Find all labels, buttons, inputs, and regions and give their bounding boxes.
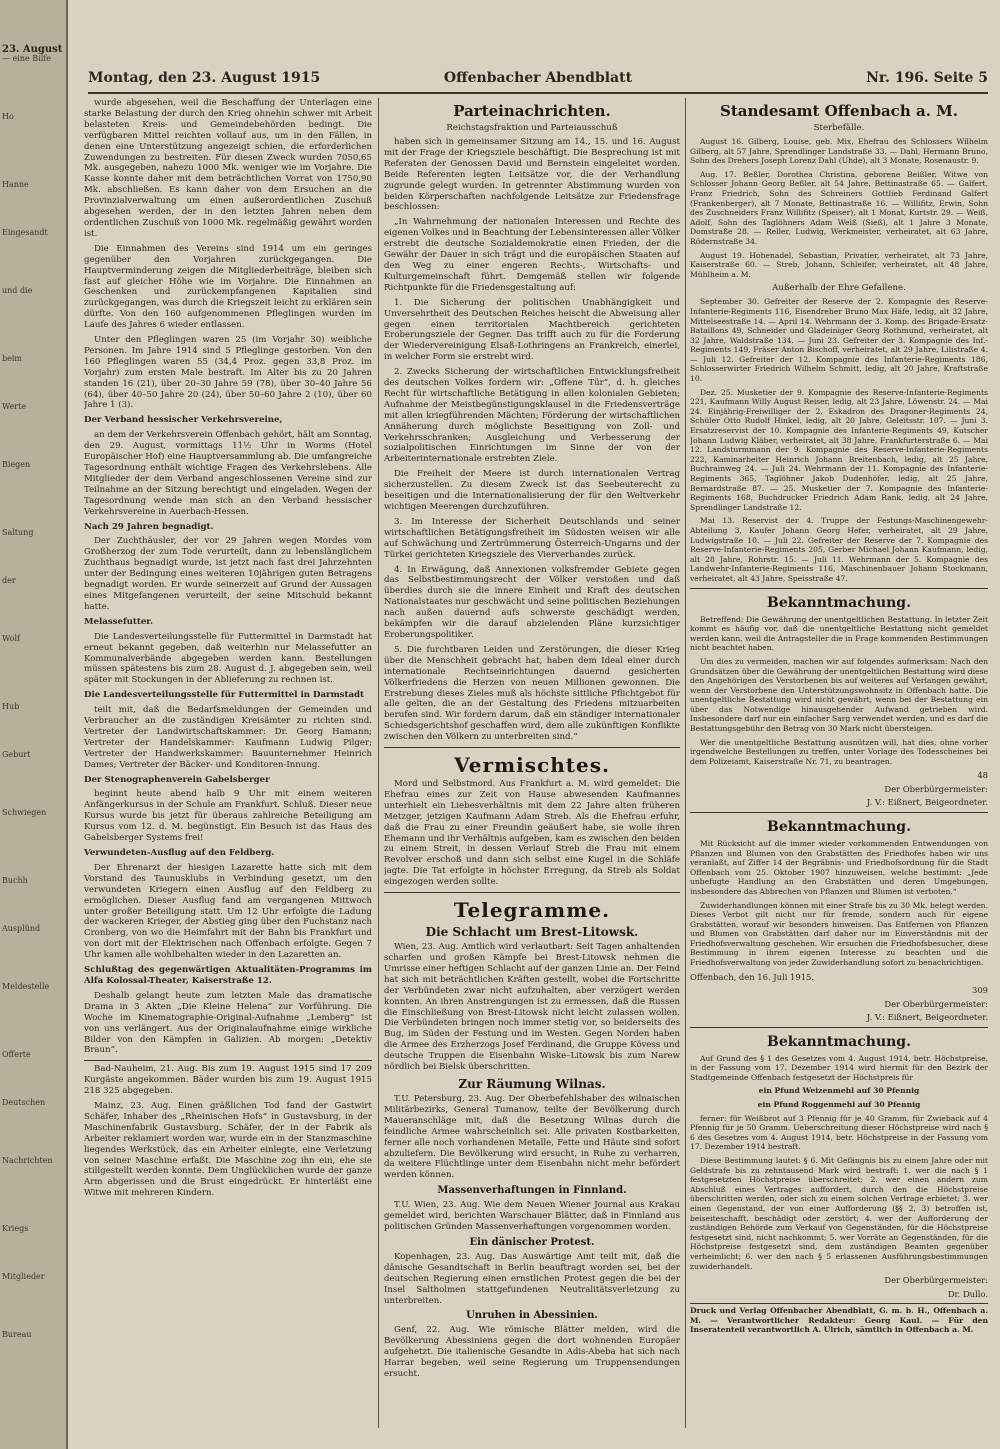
- binding-snippet: Ho: [2, 112, 14, 121]
- binding-snippet: beim: [2, 354, 22, 363]
- article-text: Der Zuchthäusler, der vor 29 Jahren wegen Mordes vom Großherzog der zum Tode verurteilt, dann zu lebenslänglichem Zuchthaus begnadigt wurde, ist jetzt nach fast drei Jahrzehnten unter der Bedingung eines weiteren 10jährigen guten Betragens begnadigt worden. Er wurde seinerzeit auf Grund der Aussagen eines Mitgefangenen verurteilt, der seine Mitschuld bekannt hatte.: [84, 536, 372, 612]
- column-rule: [378, 98, 379, 1428]
- notice-text: Diese Bestimmung lautet: § 6. Mit Gefängnis bis zu einem Jahre oder mit Geldstrafe bis zu zehntausend Mark wird bestraft: 1. wer die nach § 1 festgesetzten Höchstpreise überschreitet; 2. wer einen andern zum Abschluß eines Vertrages auffordert, durch den die Höchstpreise überschritten werden, oder sich zu einem solchen Vertrage erbietet; 3. wer einen Gegenstand, der von einer Aufforderung (§§ 2, 3) betroffen ist, beiseiteschafft, beschädigt oder zerstört; 4. wer der Aufforderung der zuständigen Behörde zum Verkauf von Gegenständen, für die Höchstpreise festgesetzt sind, nicht nachkommt; 5. wer Vorräte an Gegenständen, für die Höchstpreise festgesetzt sind, dem zuständigen Beamten gegenüber verheimlicht; 6. wer den nach § 5 erlassenen Ausführungsbestimmungen zuwiderhandelt.: [690, 1156, 988, 1271]
- article-text: T.U. Wien, 23. Aug. Wie dem Neuen Wiener Journal aus Krakau gemeldet wird, berichten Warschauer Blätter, daß in Finnland aus politischen Gründen Massenverhaftungen vorgenommen worden.: [384, 1200, 680, 1233]
- notice-text: August 16. Gilberg, Louise, geb. Mix, Ehefrau des Schlossers Wilhelm Gilberg, alt 57 Jahre, Sprendlinger Landstraße 33. — Dahl, Hermann Bruno, Sohn des Drehers Joseph Lorenz Dahl (Uhde), alt 3 Monate, Rosenaustr. 9.: [690, 137, 988, 166]
- binding-snippet: Meldestelle: [2, 982, 50, 991]
- binding-snippet: Schwiegen: [2, 808, 47, 817]
- article-text: T.U. Petersburg, 23. Aug. Der Oberbefehlshaber des wilnaischen Militärbezirks, General Tumanow, teilte der Bevölkerung durch Maueranschläge mit, daß die Besetzung Wilnas durch die feindliche Armee wahrscheinlich sei. Alle privaten Kostbarkeiten, ferner alle noch vorhandenen Metalle, Fette und Häute sind sofort abzuliefern. Die Bevölkerung wird ersucht, in Ruhe zu verharren, da weitere Flüchtlinge unter dem Eisenbahn nicht mehr befördert werden können.: [384, 1093, 680, 1181]
- notice-text: August 19. Hohenadel, Sebastian, Privatier, verheiratet, alt 73 Jahre, Kaiserstraße 60. — Streb, Johann, Schleifer, verheiratet, alt 48 Jahre, Mühlheim a. M.: [690, 250, 988, 279]
- imprint: Druck und Verlag Offenbacher Abendblatt, G. m. b. H., Offenbach a. M. — Verantwortlicher Redakteur: Georg Kaul. — Für den Inseratenteil verantwortlich A. Ulrich, sämtlich in Offenbach a. M.: [690, 1306, 988, 1335]
- article-text: Kopenhagen, 23. Aug. Das Auswärtige Amt teilt mit, daß die dänische Gesandtschaft in Berlin beauftragt worden sei, bei der deutschen Regierung einen ernstlichen Protest gegen die bei der Insel Saltholmen stattgefundenen Neutralitätsverletzung zu unterbreiten.: [384, 1251, 680, 1306]
- binding-snippet: Kriegs: [2, 1224, 29, 1233]
- notice-text: ferner: für Weißbrot auf 3 Pfennig für je 40 Gramm, für Zwieback auf 4 Pfennig für je 50 Gramm. Ueberschreitung dieser Höchstpreise wird nach § 6 des Gesetzes vom 4. August 1914, betr. Höchstpreise in der Fassung vom 17. Dezember 1914 bestraft.: [690, 1113, 988, 1152]
- notice-text: Um dies zu vermeiden, machen wir auf folgendes aufmerksam: Nach den Grundsätzen über die Gewährung der unentgeltlichen Bestattung wird diese den Angehörigen des Verstorbenen bis auf weiteres auf Verlangen gewährt, wenn der Verstorbene den Unterstützungswohnsitz in Offenbach hatte. Die unentgeltliche Bestattung wird nicht gewährt, wenn bei der Bestattung ein über das Notwendige hinausgehender Aufwand getrieben wird. Insbesondere darf nur ein einfacher Sarg verwendet werden, und es darf die Bestattungsgebühr den Betrag von 30 Mark nicht übersteigen.: [690, 656, 988, 734]
- binding-snippet: Werte: [2, 402, 27, 411]
- notice-text: Auf Grund des § 1 des Gesetzes vom 4. August 1914, betr. Höchstpreise, in der Fassung vom 17. Dezember 1914 wird hiermit für den Bezirk der Stadtgemeinde Offenbach festgesetzt der Höchstpreis für: [690, 1053, 988, 1082]
- column-rule: [685, 98, 686, 1428]
- article-text: 2. Zwecks Sicherung der wirtschaftlichen Entwicklungsfreiheit des deutschen Volkes fordern wir: „Offene Tür“, d. h. gleiches Recht für wirtschaftliche Betätigung in allen kolonialen Gebieten; Aufnahme der Meistbegünstigungsklausel in die Friedensverträge mit allen kriegführenden Mächten; Förderung der wirtschaftlichen Annäherung durch möglichste Beseitigung von Zoll- und Verkehrsschranken; Ausgleichung und Verbesserung der sozialpolitischen Einrichtungen im Sinne der von der Arbeiterinternationale erstrebten Ziele.: [384, 367, 680, 465]
- section-subheading: Reichstagsfraktion und Parteiausschuß: [446, 123, 618, 133]
- notice-text: Mai 13. Reservist der 4. Truppe der Festungs-Maschinengewehr-Abteilung 3, Kaufer Johann Georg Hefer, verheiratet, alt 29 Jahre, Ludwigstraße 10. — Juli 22. Gefreiter der Reserve der 7. Kompagnie des Reserve-Infanterie-Regiments 205, Gerber Michael Johann Kaufmann, ledig, alt 28 Jahre, Rohrstr. 15. — Juli 11. Wehrmann der 5. Kompagnie des Landwehr-Infanterie-Regiments 116, Maschinenbauer Johann Stockmann, verheiratet, alt 43 Jahre, Speisstraße 47.: [690, 516, 988, 583]
- article-text: Deshalb gelangt heute zum letzten Male das dramatische Drama in 3 Akten „Die Kleine Helena“ zur Vorführung. Die Woche im Kinematographie-Original-Aufnahme „Lemberg“ ist von uns verlängert. Aus der Originalaufnahme einige wirkliche Bilder von den Kämpfen in Galizien. Ab morgen: „Detektiv Braun“.: [84, 990, 372, 1056]
- signature-name: J. V.: Eißnert, Beigeordneter.: [866, 1012, 988, 1023]
- notice-text: Dez. 25. Musketier der 9. Kompagnie des Reserve-Infanterie-Regiments 221, Kaufmann Willy August Reiser, ledig, alt 23 Jahre, Löwenstr. 24. — Mai 24. Einjährig-Freiwilliger der 2. Eskadron des Dragoner-Regiments 24, Schüler Otto Rudolf Hinkel, ledig, alt 20 Jahre, Geleitsstr. 107. — Juni 3. Ersatzreservist der 10. Kompagnie des Infanterie-Regiments 49, Kutscher Johann Ludwig Kläber, verheiratet, alt 38 Jahre, Frankfurterstraße 6. — Mai 12. Landsturmmann der 9. Kompagnie des Reserve-Infanterie-Regiments 222, Kaminarbeiter Heinrich Johann Breitenbach, ledig, alt 25 Jahre, Buchrainweg 24. — Juli 24. Wehrmann der 11. Kompagnie des Infanterie-Regiments 365, Taglöhner Jakob Dudenhöfer, ledig, alt 25 Jahre, Bernardstraße 87. — 25. Musketier der 7. Kompagnie des Infanterie-Regiments 168, Buchdrucker Friedrich Adam Rank, ledig, alt 24 Jahre, Sprendlinger Landstraße 12.: [690, 387, 988, 512]
- article-text: Mord und Selbstmord. Aus Frankfurt a. M. wird gemeldet: Die Ehefrau eines zur Zeit von Hause abwesenden Kaufmannes unterhielt ein Liebesverhältnis mit dem 22 Jahre alten früheren Metzger, jetzigen Kaufmann Adam Streb. Als die Ehefrau erfuhr, daß die Frau zu einer Freundin geäußert habe, sie wolle ihren Ehemann und ihr Verhältnis aufgeben, kam es zwischen den beiden zu einem Streit, in dessen Verlauf Streb die Frau mit einem Revolver erschoß und dann sich selbst eine Kugel in die Schläfe jagte. Die Tat erfolgte in höchster Erregung, da Streb als Soldat eingezogen werden sollte.: [384, 779, 680, 888]
- masthead: [88, 70, 988, 94]
- section-heading-telegramme: Telegramme.: [453, 898, 611, 923]
- article-text: 3. Im Interesse der Sicherheit Deutschlands und seiner wirtschaftlichen Betätigungsfreiheit im Südosten weisen wir alle auf Schwächung und Zertrümmerung Österreich-Ungarns und der Türkei gerichteten Kriegsziele des Vierverbandes zurück.: [384, 516, 680, 560]
- column-left: [84, 98, 372, 1438]
- signature-title: Der Oberbürgermeister:: [884, 783, 988, 794]
- article-text: Die Einnahmen des Vereins sind 1914 um ein geringes gegenüber den Vorjahren zurückgegangen. Die Hauptverminderung zeigen die Mitgliederbeiträge, bleiben sich fast auf gleicher Höhe wie im Vorjahre. Die Einnahmen an Geschenken und zurückempfangenen Kapitalien sind zurückgegangen, was durch die Kriegszeit leicht zu erklären sein dürfte. Von den 160 aufgenommenen Pfleglingen wurden im Laufe des Jahres 6 wieder entlassen.: [84, 243, 372, 331]
- section-heading-standesamt: Standesamt Offenbach a. M.: [720, 102, 958, 120]
- binding-snippet: Ausplünd: [2, 924, 41, 933]
- price-line: ein Pfund Roggenmehl auf 30 Pfennig: [757, 1100, 921, 1110]
- article-text: 1. Die Sicherung der politischen Unabhängigkeit und Unversehrtheit des Deutschen Reiches heischt die Abweisung aller gegen einen territorialen Machtbereich gerichteten Eroberungsziele der Gegner. Das trifft auch zu für die Forderung der Wiedervereinigung Elsaß-Lothringens an Frankreich, einerlei, in welcher Form sie erstrebt wird.: [384, 297, 680, 363]
- page-sheet: [78, 62, 990, 1449]
- notice-date: Offenbach, den 16. Juli 1915.: [690, 971, 815, 982]
- article-text: Die Freiheit der Meere ist durch internationalen Vertrag sicherzustellen. Zu diesem Zweck ist das Seebeuterecht zu beseitigen und die Internationalisierung der für den Weltverkehr wichtigen Meerengen durchzuführen.: [384, 469, 680, 512]
- column-middle: [384, 98, 680, 1438]
- notice-text: Aug. 17. Beßler, Dorothea Christina, geborene Beißler, Witwe von Schlosser Johann Georg Beßler, alt 54 Jahre, Bettinastraße 65. — Galfert, Franz Friedrich, Sohn des Schreiners Gottlieb Ferdinand Galfert (Frankenberger), alt 7 Monate, Bettinastraße 16. — Willifitz, Erwin, Sohn des Zuschneiders Franz Willifitz (Speiser), alt 1 Monat, Kurtstr. 29. — Weiß, Adolf, Sohn des Taglöhners Adam Weiß (Sieß), alt 1 Jahre 3 Monate, Domstraße 28. — Reller, Ludwig, Werkmeister, verheiratet, alt 63 Jahre, Rödernstraße 34.: [690, 169, 988, 246]
- notice-text: Wer die unentgeltliche Bestattung ausnützen will, hat dies, ohne vorher irgendwelche Bestellungen zu treffen, unter Vorlage des Todesscheines bei dem Polizeiamt, Kaiserstraße Nr. 71, zu beantragen.: [690, 737, 988, 766]
- notice-heading: Bekanntmachung.: [767, 1033, 911, 1050]
- binding-text-strip: [2, 40, 63, 1342]
- article-heading: Ein dänischer Protest.: [469, 1236, 595, 1248]
- newspaper-title: Offenbacher Abendblatt: [443, 70, 633, 86]
- signature-title: Der Oberbürgermeister:: [884, 998, 988, 1009]
- section-subheading: Sterbefälle.: [813, 123, 865, 133]
- article-heading: Massenverhaftungen in Finnland.: [437, 1185, 627, 1197]
- article-text: beginnt heute abend halb 9 Uhr mit einem weiteren Anfängerkursus in der Schule am Frankfurt. Schluß. Dieser neue Kursus wurde bis jetzt für überaus zahlreiche Beteiligung am Kursus vom 12. d. M. begünstigt. Ein Besuch ist das Haus des Gabelsberger Systems frei!: [84, 789, 372, 844]
- article-heading: Melassefutter.: [84, 616, 154, 627]
- article-heading: Nach 29 Jahren begnadigt.: [84, 521, 214, 532]
- issue-date: Montag, den 23. August 1915: [88, 70, 321, 86]
- article-text: an dem der Verkehrsverein Offenbach gehört, hält am Sonntag, den 29. August, vormittags 11½ Uhr in Worms (Hotel Europäischer Hof) eine Hauptversammlung ab. Die umfangreiche Tagesordnung enthält wichtige Fragen des Verkehrslebens. Alle Mitglieder der dem Verband angeschlossenen Vereine sind zur Teilnahme an der Sitzung berechtigt und eingeladen. Wegen der Tagesordnung wende man sich an den Verband hessischer Verkehrsvereine in Auerbach-Hessen.: [84, 430, 372, 517]
- article-text: Unter den Pfleglingen waren 25 (im Vorjahr 30) weibliche Personen. Im Jahre 1914 sind 5 Pfleglinge gestorben. Von den 160 Pfleglingen waren 55 (34,4 Proz. gegen 33,8 Proz. im Vorjahr) zum ersten Male bestraft. Im Alter bis zu 20 Jahren standen 16 (21), über 20–30 Jahre 59 (78), über 30–40 Jahre 56 (64), über 40–50 Jahre 20 (24), über 50–60 Jahre 2 (10), über 60 Jahre 1 (3).: [84, 335, 372, 411]
- notice-text: Zuwiderhandlungen können mit einer Strafe bis zu 30 Mk. belegt werden. Dieses Verbot gilt nicht nur für fremde, sondern auch für eigene Grabstätten, worauf wir besonders hinweisen. Das Entfernen von Pflanzen und Blumen von Grabstätten darf daher nur im Einverständnis mit der Friedhofsverwaltung geschehen. Wir ersuchen die Friedhofsbesucher, diese Bestimmung in ihrem eigenen Interesse zu beachten und die Friedhofsverwaltung von jeder Zuwiderhandlung sofort zu benachrichtigen.: [690, 900, 988, 968]
- notice-heading: Bekanntmachung.: [767, 818, 911, 835]
- issue-number-page: Nr. 196. Seite 5: [866, 70, 988, 86]
- article-heading: Verwundeten-Ausflug auf den Feldberg.: [84, 848, 275, 858]
- article-text: teilt mit, daß die Bedarfsmeldungen der Gemeinden und Verbraucher an die zuständigen Kreisämter zu richten sind. Vertreter der Landwirtschaftskammer: Dr. Georg Hamann; Vertreter der Handelskammer: Kaufmann Ludwig Pilger; Vertreter der Handwerkskammer: Bauunternehmer Heinrich Dames; Vertreter der Bäcker- und Konditoren-Innung.: [84, 705, 372, 770]
- binding-snippet: Wolf: [2, 634, 21, 643]
- section-heading-vermischtes: Vermischtes.: [454, 753, 610, 778]
- section-subheading: Außerhalb der Ehre Gefallene.: [772, 283, 906, 294]
- article-text: „In Wahrnehmung der nationalen Interessen und Rechte des eigenen Volkes und in Beachtung der Lebensinteressen aller Völker erstrebt die deutsche Sozialdemokratie einen Frieden, der die Gewähr der Dauer in sich trägt und die europäischen Staaten auf den Weg zu einer engeren Rechts-, Wirtschafts- und Kulturgemeinschaft führt. Demgemäß stellen wir folgende Richtpunkte für die Friedensgestaltung auf:: [384, 217, 680, 293]
- article-text: wurde abgesehen, weil die Beschaffung der Unterlagen eine starke Belastung der durch den Krieg ohnehin schwer mit Arbeit belasteten Kreis- und Gemeindebehörden bedingt. Die verfügbaren Mittel reichten vollauf aus, um in den Fällen, in denen eine Unterstützung angezeigt schien, die erforderlichen Zuwendungen zu bestreiten. Für diesen Zweck wurden 7050,65 Mk. ausgegeben, nahezu 1000 Mk. weniger wie im Vorjahre. Die Kasse konnte daher mit dem beträchtlichen Vorrat von 1750,90 Mk. abschließen. Es kann daher von dem Ersuchen an die Provinzialverwaltung um einen außerordentlichen Zuschuß abgesehen werden, der in den letzten Jahren neben dem ordentlichen Zuschuß von 1000 Mk. regelmäßig gewährt worden ist.: [84, 98, 372, 239]
- binding-snippet: Buchh: [2, 876, 28, 885]
- notice-text: Mit Rücksicht auf die immer wieder vorkommenden Entwendungen von Pflanzen und Blumen von den Grabstätten des Friedhofes haben wir uns veranlaßt, auf Ziffer 14 der Begräbnis- und Friedhofsordnung für die Stadt Offenbach vom 25. Oktober 1907 hinzuweisen, welche bestimmt: „Jede unbefugte Handlung an den Grabstätten und deren Umgebungen, insbesondere das Abbrechen von Pflanzen und Blumen ist verboten.“: [690, 838, 988, 896]
- binding-snippet: Offerte: [2, 1050, 31, 1059]
- article-heading: Zur Räumung Wilnas.: [458, 1076, 606, 1091]
- binding-snippet: Bureau: [2, 1330, 32, 1339]
- article-heading: Die Schlacht um Brest-Litowsk.: [425, 925, 639, 940]
- binding-snippet: und die: [2, 286, 33, 295]
- signature-name: Dr. Dullo.: [947, 1288, 988, 1299]
- binding-snippet: Deutschen: [2, 1098, 46, 1107]
- binding-snippet: Mitglieder: [2, 1272, 45, 1281]
- signature-number: 309: [972, 985, 988, 996]
- binding-date-label: 23. August: [2, 44, 63, 55]
- binding-snippet: der: [2, 576, 16, 585]
- article-text: Wien, 23. Aug. Amtlich wird verlautbart: Seit Tagen anhaltenden scharfen und großen Kämpfe bei Brest-Litowsk nehmen die Umrisse einer heftigen Schlacht auf der ganzen Linie an. Der Feind hat sich mit beträchtlichen Kräften gestellt, wobei die Fortschritte der Verbündeten zwar nicht aufzuhalten, aber verzögert werden konnten. An ihren Anstrengungen ist zu ermessen, daß die Russen die Einschließung von Brest-Litowsk nicht leicht zulassen wollen. Die Verbündeten bringen noch immer stetig vor, so beiderseits des Bug, im Süden der Festung und im Westen. Gegen Norden haben die Armee des Erzherzogs Josef Ferdinand, die Gruppe Kövess und deutsche Truppen die Eisenbahn Wiske–Litowsk bis zum Narew nördlich bei Bielsk überschritten.: [384, 942, 680, 1073]
- article-heading: Der Stenographenverein Gabelsberger: [84, 774, 270, 785]
- notice-text: Betreffend: Die Gewährung der unentgeltlichen Bestattung. In letzter Zeit kommt es häufig vor, daß die unentgeltliche Bestattung nicht gemeldet werden kann, weil die Antragsteller die in Frage kommenden Bestimmungen nicht beachtet haben.: [690, 614, 988, 653]
- binding-snippet: Geburt: [2, 750, 31, 759]
- binding-snippet: Nachrichten: [2, 1156, 53, 1165]
- article-heading: Der Verband hessischer Verkehrsvereine,: [84, 415, 283, 426]
- binding-snippet: — eine Bilfe: [2, 54, 51, 63]
- price-line: ein Pfund Weizenmehl auf 30 Pfennig: [758, 1086, 920, 1096]
- signature-title: Der Oberbürgermeister:: [884, 1275, 988, 1286]
- binding-snippet: Saltung: [2, 528, 34, 537]
- article-text: 4. In Erwägung, daß Annexionen volksfremder Gebiete gegen das Selbstbestimmungsrecht der Völker verstoßen und daß überdies durch sie die innere Einheit und Kraft des deutschen Nationalstaates nur geschwächt und seine politischen Beziehungen nach außen dauernd aufs schwerste geschädigt werden, bekämpfen wir die darauf abzielenden Pläne kurzsichtiger Eroberungspolitiker.: [384, 564, 680, 640]
- divider: [84, 1060, 372, 1061]
- binding-snippet: Eingesandt: [2, 228, 48, 237]
- article-text: 5. Die furchtbaren Leiden und Zerstörungen, die dieser Krieg über die Menschheit gebracht hat, haben dem Ideal einer durch internationale Rechtseinrichtungen dauernd gesicherten Völkerfriedens die Herzen von neuen Millionen gewonnen. Die Erstrebung dieses Zieles muß als höchste sittliche Pflichtgebot für alle gelten, die an der Gestaltung des Friedens mitzuarbeiten berufen sind. Wir fordern darum, daß ein ständiger internationaler Schiedsgerichtshof geschaffen wird, dem alle zukünftigen Konflikte zwischen den Völkern zu unterbreiten sind.“: [384, 644, 680, 743]
- article-text: Der Ehrenarzt der hiesigen Lazarette hatte sich mit dem Vorstand des Taunusklubs in Verbindung gesetzt, um den verwundeten Kriegern einen Ausflug auf den Feldberg zu ermöglichen. Dieser Ausflug fand am vergangenen Mittwoch unter großer Beteiligung statt. Um 12 Uhr erfolgte die Ladung der wackeren Krieger, der Abstieg ging über den Fuchstanz nach Cronberg, von wo die Heimfahrt mit der Bahn bis Frankfurt und von dort mit der Elektrischen nach Offenbach erfolgte. Gegen 7 Uhr kamen alle wohlbehalten wieder in den Lazaretten an.: [84, 862, 372, 961]
- binding-snippet: Biegen: [2, 460, 31, 469]
- column-right: [690, 98, 988, 1438]
- article-text: haben sich in gemeinsamer Sitzung am 14., 15. und 16. August mit der Frage der Kriegsziele beschäftigt. Die Besprechung ist mit Referaten der Genossen David und Bernstein eingeleitet worden. Beide Referenten legten Leitsätze vor, die der Verhandlung zugrunde gelegt wurden. In getrennter Abstimmung wurden von beiden Körperschaften nachfolgende Leitsätze zur Friedensfrage beschlossen:: [384, 137, 680, 213]
- article-text: Mainz, 23. Aug. Einen gräßlichen Tod fand der Gastwirt Schäfer, Inhaber des „Rheinischen Hofs“ in Gustavsburg, in der Maschinenfabrik Gustavsburg. Schäfer, der in der Fabrik als Arbeiter reklamiert worden war, wurde ein in der Stanzmaschine liegendes Werkstück, das ein Arbeiter einlegte, eine Verletzung von seiner Maschine erfaßt. Die Maschine zog ihn ein, ehe sie stillgestellt werden konnte. Dem Unglücklichen wurde der ganze Arm abgerissen und die Brust eingedrückt. Er hinterläßt eine Witwe mit mehreren Kindern.: [84, 1101, 372, 1199]
- signature-name: J. V.: Eißnert, Beigeordneter.: [866, 797, 988, 808]
- article-text: Bad-Nauheim, 21. Aug. Bis zum 19. August 1915 sind 17 209 Kurgäste angekommen. Bäder wurden bis zum 19. August 1915 218 325 abgegeben.: [84, 1064, 372, 1097]
- article-text: Genf, 22. Aug. Wie römische Blätter melden, wird die Bevölkerung Abessiniens gegen die dort wohnenden Europäer aufgehetzt. Die italienische Gesandte in Adis-Abeba hat sich nach Harrar begeben, weil seine Regierung um Truppensendungen ersucht.: [384, 1325, 680, 1380]
- signature-number: 48: [977, 770, 988, 781]
- article-text: Die Landesverteilungsstelle für Futtermittel in Darmstadt hat erneut bekannt gegeben, daß weiterhin nur Melassefutter an Kommunalverbände abgegeben werden kann. Bestellungen müssen spätestens bis zum 28. August d. J. abgegeben sein, weil später mit Stockungen in der Ablieferung zu rechnen ist.: [84, 631, 372, 686]
- adjacent-page-binding: [0, 0, 68, 1449]
- binding-snippet: Hanne: [2, 180, 29, 189]
- binding-snippet: Hub: [2, 702, 20, 711]
- notice-text: September 30. Gefreiter der Reserve der 2. Kompagnie des Reserve-Infanterie-Regiments 116, Eisendreher Bruno Max Häfe, ledig, alt 32 Jahre, Mittelseestraße 14. — April 14. Wehrmann der 3. Komp. des Brigade-Ersatz-Bataillons 49, Schneider und Gladeiniger Georg Rothmund, verheiratet, alt 32 Jahre, Waldstraße 134. — Juni 23. Gefreiter der 3. Kompagnie des Inf.-Regiments 149, Fräser Anton Bischoff, verheiratet, alt 29 Jahre, Lilistraße 4. — Juli 12. Gefreiter der 12. Kompagnie des Infanterie-Regiments 186, Schlosserwirter Friedrich Wilhelm Schmitt, ledig, alt 20 Jahre, Kraftstraße 10.: [690, 297, 988, 384]
- article-heading: Unruhen in Abessinien.: [466, 1310, 598, 1322]
- section-heading-partei: Parteinachrichten.: [453, 102, 611, 120]
- article-heading: Die Landesverteilungsstelle für Futtermittel in Darmstadt: [84, 690, 365, 701]
- article-heading: Schlußtag des gegenwärtigen Aktualitäten-Programms im Alfa Kolossal-Theater, Kaiserstraße 12.: [84, 965, 372, 986]
- notice-heading: Bekanntmachung.: [767, 594, 911, 611]
